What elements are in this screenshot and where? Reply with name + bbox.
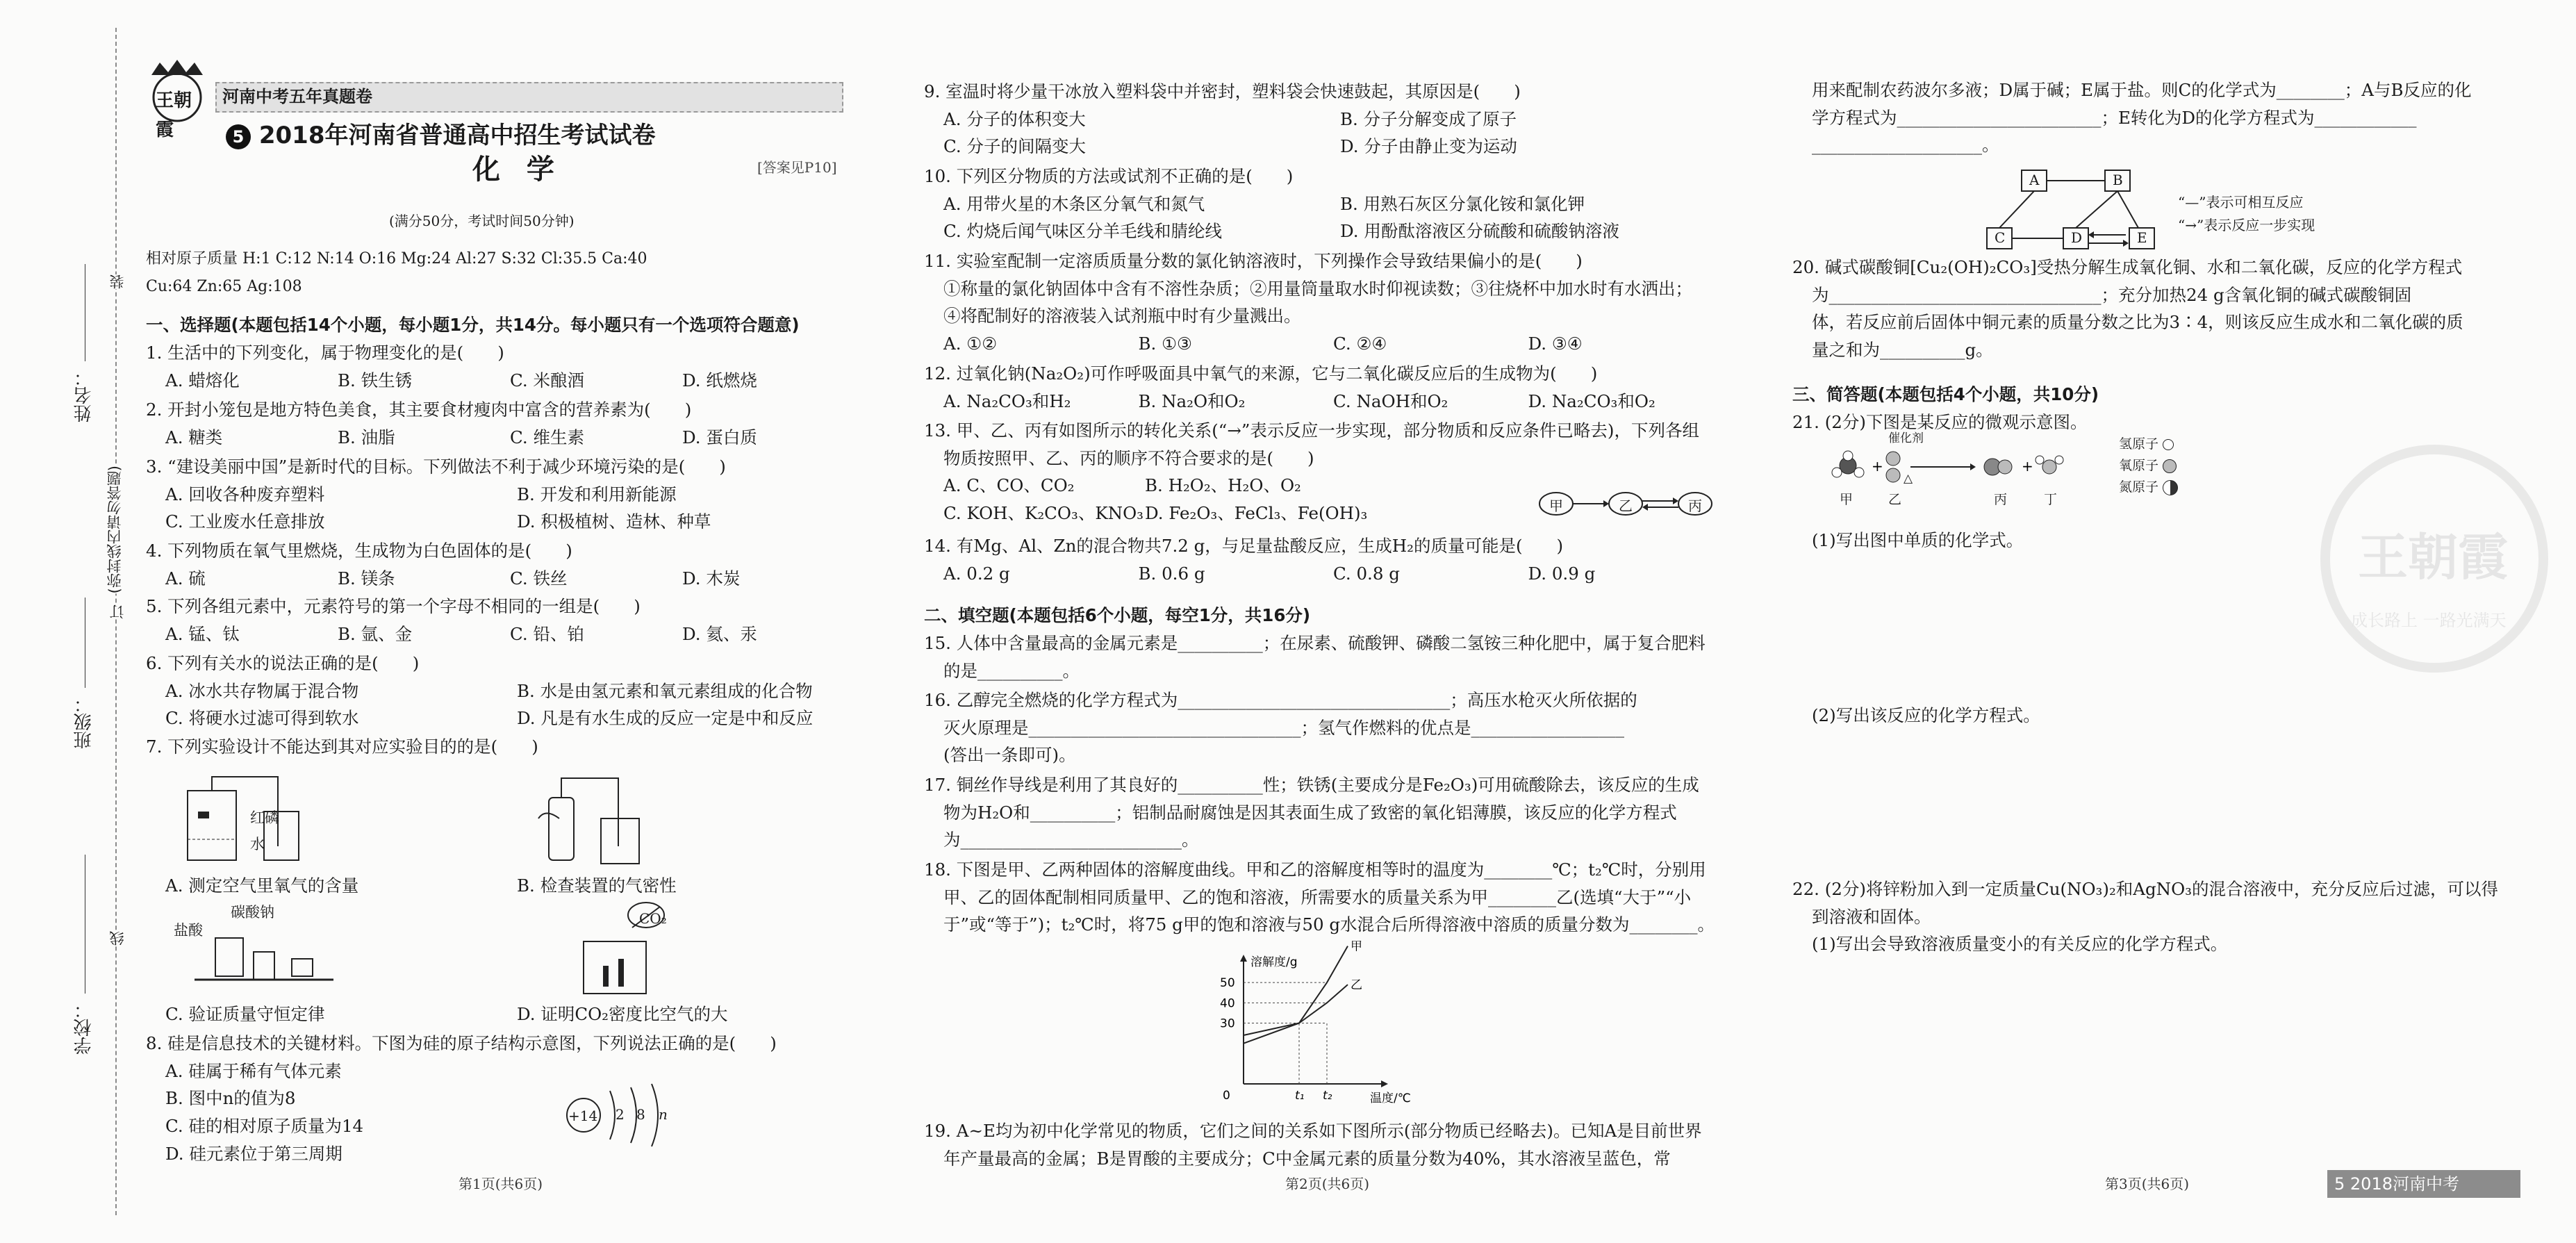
q20-line-2: 为________________________________；充分加热24 g含氧化铜的碱式碳酸铜固 [1812,284,2412,305]
q17-line-2: 物为H₂O和__________；铝制品耐腐蚀是因其表面生成了致密的氧化铝薄膜，该反应的化学方程式 [943,802,1677,823]
q20-line-4: 量之和为__________g。 [1812,340,1993,361]
q11-line-1: ①称量的氯化钠固体中含有不溶性杂质；②用量筒量取水时仰视读数；③往烧杯中加水时有水洒出； [943,278,1692,299]
svg-text:+: + [1872,458,1883,475]
red-phosphorus-label: 红磷 [250,809,279,826]
q19-legend-1: “—”表示可相互反应 [2178,194,2304,211]
question-2 [146,396,854,451]
heat-label: △ [1904,472,1913,486]
node-c: C [1995,229,2006,246]
q18-line-2: 甲、乙的固体配制相同质量甲、乙的饱和溶液，所需要水的质量关系为甲________乙(选填“大于”“小 [943,887,1692,907]
node-e: E [2137,229,2147,246]
question-12 [924,360,1723,415]
q9-option-b: B. 分子分解变成了原子 [1340,108,1517,129]
q9-option-d: D. 分子由静止变为运动 [1340,136,1517,157]
shell-2-electrons: 8 [636,1106,645,1123]
q10-option-c: C. 灼烧后闻气味区分羊毛线和腈纶线 [943,221,1222,242]
q18-line-1: 18. 下图是甲、乙两种固体的溶解度曲线。甲和乙的溶解度相等时的温度为________℃；t₂℃时，分别用 [924,859,1706,880]
q10-option-b: B. 用熟石灰区分氯化铵和氯化钾 [1340,193,1585,214]
q4-option-c: C. 铁丝 [510,568,568,588]
q8-option-c: C. 硅的相对原子质量为14 [165,1116,364,1137]
airtightness-apparatus-icon [535,770,646,867]
q7-options-ab [146,872,854,900]
exam-title [226,117,655,155]
label-yi: 乙 [1888,492,1902,507]
q8-option-a: A. 硅属于稀有气体元素 [165,1060,342,1081]
q12-stem: 12. 过氧化钠(Na₂O₂)可作呼吸面具中氧气的来源，它与二氧化碳反应后的生成物为( ) [924,363,1598,384]
q19-cont-line-2: 学方程式为________________________；E转化为D的化学方程式为____________ [1812,107,2417,128]
q12-option-a: A. Na₂CO₃和H₂ [943,390,1071,411]
q6-option-b: B. 水是由氢元素和氧元素组成的化合物 [517,680,813,701]
exam-number-badge: 5 [226,124,251,149]
score-info: (满分50分，考试时间50分钟) [389,213,575,229]
q7-option-b: B. 检查装置的气密性 [517,875,677,896]
series-bar [215,82,843,113]
q3-option-d: D. 积极植树、造林、种草 [517,511,711,532]
q14-stem: 14. 有Mg、Al、Zn的混合物共7.2 g，与足量盐酸反应，生成H₂的质量可能是( ) [924,536,1564,556]
q4-option-a: A. 硫 [165,568,206,588]
x-tick-label: 0 [1223,1089,1230,1103]
question-3 [146,453,854,536]
name-label: 姓名： [74,368,94,422]
x-axis-label: 温度/℃ [1370,1092,1411,1105]
q22-stem-2: 到溶液和固体。 [1812,906,1931,927]
y-axis-arrow [1240,955,1247,962]
q19-line-1: 19. A~E均为初中化学常见的物质，它们之间的关系如下图所示(部分物质已经略去)。已知A是目前世界 [924,1121,1702,1141]
q12-option-d: D. Na₂CO₃和O₂ [1528,390,1656,411]
solubility-chart [1216,939,1424,1105]
q10-option-d: D. 用酚酞溶液区分硫酸和硫酸钠溶液 [1340,221,1619,242]
q13-stem-2: 物质按照甲、乙、丙的顺序不符合要求的是( ) [943,447,1314,468]
node-a: A [2029,172,2040,188]
q3-option-a: A. 回收各种废弃塑料 [165,484,325,504]
q11-option-d: D. ③④ [1528,334,1583,354]
atom-legend [2119,434,2178,497]
shell-3-electrons: n [659,1106,668,1123]
q13-option-c: C. KOH、K₂CO₃、KNO₃ [943,503,1143,524]
hydrogen-atom-icon [2163,439,2174,450]
q6-option-d: D. 凡是有水生成的反应一定是中和反应 [517,708,814,729]
oxygen-atom-label: 氧原子 [2119,457,2159,473]
q5-stem: 5. 下列各组元素中，元素符号的第一个字母不相同的一组是( ) [146,596,641,616]
q6-option-a: A. 冰水共存物属于混合物 [165,680,359,701]
q1-stem: 1. 生活中的下列变化，属于物理变化的是( ) [146,343,504,363]
y-tick-label: 30 [1220,1016,1235,1031]
exam-title-text: 2018年河南省普通高中招生考试试卷 [258,122,656,149]
q1-option-b: B. 铁生锈 [338,370,413,390]
q22-sub-1: (1)写出会导致溶液质量变小的有关反应的化学方程式。 [1812,934,2228,955]
q7-option-d: D. 证明CO₂密度比空气的大 [517,1004,728,1024]
q1-option-d: D. 纸燃烧 [682,370,757,390]
question-6 [146,650,854,732]
molecule-jia [1832,451,1864,477]
node-jia: 甲 [1549,497,1563,514]
atomic-mass-line-2: Cu:64 Zn:65 Ag:108 [146,278,302,295]
question-22 [1792,875,2543,958]
question-14 [924,532,1723,587]
x-tick-label: t₁ [1295,1089,1305,1103]
q18-line-3: 于”或“等于”)；t₂℃时，将75 g甲的饱和溶液与50 g水混合后所得溶液中溶质的质量分数为________。 [943,914,1715,935]
water-label: 水 [250,836,265,853]
node-b: B [2113,172,2123,188]
y-tick-label: 50 [1220,976,1235,991]
q15-line-2: 的是__________。 [943,660,1080,681]
q9-option-a: A. 分子的体积变大 [943,108,1086,129]
series-title: 河南中考五年真题卷 [222,87,372,106]
q11-line-2: ④将配制好的溶液装入试剂瓶中时有少量溅出。 [943,306,1301,327]
q5-option-c: C. 铅、铂 [510,623,584,644]
q5-option-d: D. 氦、汞 [682,623,757,644]
x-tick-label: t₂ [1323,1089,1332,1103]
q15-line-1: 15. 人体中含量最高的金属元素是__________；在尿素、硫酸钾、磷酸二氢铵三种化肥中，属于复合肥料 [924,633,1706,653]
hcl-label: 盐酸 [174,922,203,939]
q2-option-d: D. 蛋白质 [682,427,757,447]
q11-stem: 11. 实验室配制一定溶质质量分数的氯化钠溶液时，下列操作会导致结果偏小的是( ) [924,251,1583,271]
no-answer-note: (弥封线内请勿答题) [103,466,126,593]
question-4 [146,537,854,592]
q4-option-d: D. 木炭 [682,568,741,588]
subject-title: 化 学 [472,154,563,186]
page-number-1: 第1页(共6页) [459,1176,543,1192]
nitrogen-atom-label: 氮原子 [2119,479,2159,495]
q21-sub-2-text: (2)写出该反应的化学方程式。 [1812,705,2040,725]
watermark-seal [2320,445,2548,673]
q20-line-1: 20. 碱式碳酸铜[Cu₂(OH)₂CO₃]受热分解生成氧化铜、水和二氧化碳，反应的化学方程式 [1792,257,2463,277]
nitrogen-atom-icon [2163,480,2178,495]
node-bing: 丙 [1688,497,1702,514]
molecule-bing [1984,459,2012,475]
oxygen-measure-apparatus-icon [174,770,306,867]
series-label: 乙 [1351,978,1362,993]
question-7 [146,733,854,761]
q7-option-c: C. 验证质量守恒定律 [165,1004,325,1024]
nucleus-charge: +14 [568,1108,598,1124]
question-17 [924,771,1723,854]
series-curve-yi [1244,985,1348,1035]
shell-1-electrons: 2 [616,1106,625,1123]
q20-line-3: 体，若反应前后固体中铜元素的质量分数之比为3∶4，则该反应生成水和二氧化碳的质 [1812,312,2463,333]
school-label: 学校： [74,1001,94,1055]
hydrogen-atom-label: 氢原子 [2119,436,2159,452]
q8-stem: 8. 硅是信息技术的关键材料。下图为硅的原子结构示意图，下列说法正确的是( ) [146,1033,777,1053]
q13-option-d: D. Fe₂O₃、FeCl₃、Fe(OH)₃ [1145,503,1368,524]
q8-option-d: D. 硅元素位于第三周期 [165,1143,342,1164]
q19-relationship-diagram [1980,167,2161,257]
page-number-2: 第2页(共6页) [1285,1176,1370,1192]
q11-option-c: C. ②④ [1333,334,1387,354]
line-mark: 线 [106,931,129,946]
node-d: D [2071,229,2083,246]
q13-stem: 13. 甲、乙、丙有如图所示的转化关系(“→”表示反应一步实现，部分物质和反应条件已略去)，下列各组 [924,420,1699,441]
question-1 [146,339,854,394]
q21-sub-1-text: (1)写出图中单质的化学式。 [1812,530,2024,550]
atomic-mass-line-1: 相对原子质量 H:1 C:12 N:14 O:16 Mg:24 Al:27 S:32 Cl:35.5 Ca:40 [146,250,647,267]
question-8 [146,1030,854,1167]
binding-strip [0,0,132,1243]
molecule-ding [2036,456,2063,474]
q14-option-a: A. 0.2 g [943,563,1010,584]
q12-option-c: C. NaOH和O₂ [1333,390,1448,411]
class-label: 班级： [74,695,94,749]
section-2-heading: 二、填空题(本题包括6个小题，每空1分，共16分) [924,605,1311,625]
question-18 [924,856,1723,939]
q19-cont-line-3: ____________________。 [1812,135,1999,156]
label-bing: 丙 [1994,492,2008,507]
section-1-heading: 一、选择题(本题包括14个小题，每小题1分，共14分。每小题只有一个选项符合题意) [146,315,800,335]
watermark-text: 王朝霞 [2358,528,2509,586]
q10-option-a: A. 用带火星的木条区分氧气和氮气 [943,193,1205,214]
q11-option-a: A. ①② [943,334,998,354]
footer-badge: 5 2018河南中考 [2327,1170,2520,1198]
x-axis-arrow [1381,1080,1388,1087]
logo [146,56,208,141]
question-5 [146,593,854,648]
logo-text: 王朝霞 [156,90,192,141]
q2-option-c: C. 维生素 [510,427,584,447]
q6-stem: 6. 下列有关水的说法正确的是( ) [146,653,420,673]
q1-option-a: A. 蜡熔化 [165,370,240,390]
question-20 [1792,254,2543,364]
q8-option-b: B. 图中n的值为8 [165,1088,296,1109]
q3-option-c: C. 工业废水任意排放 [165,511,325,532]
oxygen-atom-icon [2163,459,2177,473]
question-19-continued [1792,76,2543,159]
q3-option-b: B. 开发和利用新能源 [517,484,677,504]
q4-stem: 4. 下列物质在氧气里燃烧，生成物为白色固体的是( ) [146,541,572,561]
answer-ref: [答案见P10] [757,159,837,176]
q19-legend-2: “→”表示反应一步实现 [2178,217,2315,233]
co2-label: CO₂ [639,910,667,927]
q3-stem: 3. “建设美丽中国”是新时代的目标。下列做法不利于减少环境污染的是( ) [146,456,726,477]
label-ding: 丁 [2044,492,2058,507]
q5-option-a: A. 锰、钛 [165,623,240,644]
q13-option-b: B. H₂O₂、H₂O、O₂ [1145,475,1301,496]
q21-stem: 21. (2分)下图是某反应的微观示意图。 [1792,412,2088,432]
question-16 [924,686,1723,769]
q16-line-3: (答出一条即可)。 [943,745,1076,766]
y-tick-label: 40 [1220,996,1235,1011]
q21-sub-2 [1792,702,2543,730]
seal-mark: 订 [106,604,129,619]
fold-mark: 装 [106,274,129,289]
q4-option-b: B. 镁条 [338,568,395,588]
q2-option-b: B. 油脂 [338,427,395,447]
q17-line-1: 17. 铜丝作导线是利用了其良好的__________性；铁锈(主要成分是Fe₂O₃)可用硫酸除去，该反应的生成 [924,775,1699,795]
q6-option-c: C. 将硬水过滤可得到软水 [165,708,359,729]
question-11 [924,247,1723,358]
q9-stem: 9. 室温时将少量干冰放入塑料袋中并密封，塑料袋会快速鼓起，其原因是( ) [924,81,1521,101]
q14-option-c: C. 0.8 g [1333,563,1400,584]
na2co3-label: 碳酸钠 [231,904,274,921]
q19-line-2: 年产量最高的金属；B是胃酸的主要成分；C中金属元素的质量分数为40%，其水溶液呈蓝色，常 [943,1148,1671,1169]
q19-cont-line-1: 用来配制农药波尔多液；D属于碱；E属于盐。则C的化学式为________；A与B反应的化 [1812,80,2472,100]
q7-options-cd [146,1001,854,1028]
svg-text:+: + [2022,458,2033,475]
q7-stem: 7. 下列实验设计不能达到其对应实验目的的是( ) [146,736,538,757]
section-3-heading: 三、简答题(本题包括4个小题，共10分) [1792,384,2099,404]
node-yi: 乙 [1619,497,1633,514]
molecule-yi [1886,452,1900,482]
q11-option-b: B. ①③ [1138,334,1193,354]
question-9 [924,78,1723,160]
q7-option-a: A. 测定空气里氧气的含量 [165,875,359,896]
q14-option-b: B. 0.6 g [1138,563,1205,584]
q22-stem: 22. (2分)将锌粉加入到一定质量Cu(NO₃)₂和AgNO₃的混合溶液中，充分反应后过滤，可以得 [1792,879,2498,899]
label-jia: 甲 [1840,492,1853,507]
page-number-3: 第3页(共6页) [2105,1176,2190,1192]
q14-option-d: D. 0.9 g [1528,563,1596,584]
q2-stem: 2. 开封小笼包是地方特色美食，其主要食材瘦肉中富含的营养素为( ) [146,400,692,420]
q5-option-b: B. 氩、金 [338,623,413,644]
q10-stem: 10. 下列区分物质的方法或试剂不正确的是( ) [924,166,1294,186]
q16-line-2: 灭火原理是________________________________；氢气作燃料的优点是__________________ [943,717,1624,738]
q1-option-c: C. 米酿酒 [510,370,584,390]
question-19 [924,1117,1723,1172]
q9-option-c: C. 分子的间隔变大 [943,136,1086,157]
watermark-subtext: 成长路上 一路光满天 [2351,611,2507,630]
q2-option-a: A. 糖类 [165,427,223,447]
question-10 [924,163,1723,245]
q12-option-b: B. Na₂O和O₂ [1138,390,1246,411]
y-axis-label: 溶解度/g [1250,955,1298,969]
q17-line-3: 为__________________________。 [943,830,1199,850]
question-15 [924,629,1723,684]
q13-option-a: A. C、CO、CO₂ [943,475,1075,496]
q16-line-1: 16. 乙醇完全燃烧的化学方程式为________________________________；高压水枪灭火所依据的 [924,690,1637,710]
catalyst-label: 催化剂 [1888,431,1924,445]
seal-line [115,28,117,1215]
series-label: 甲 [1351,939,1362,954]
